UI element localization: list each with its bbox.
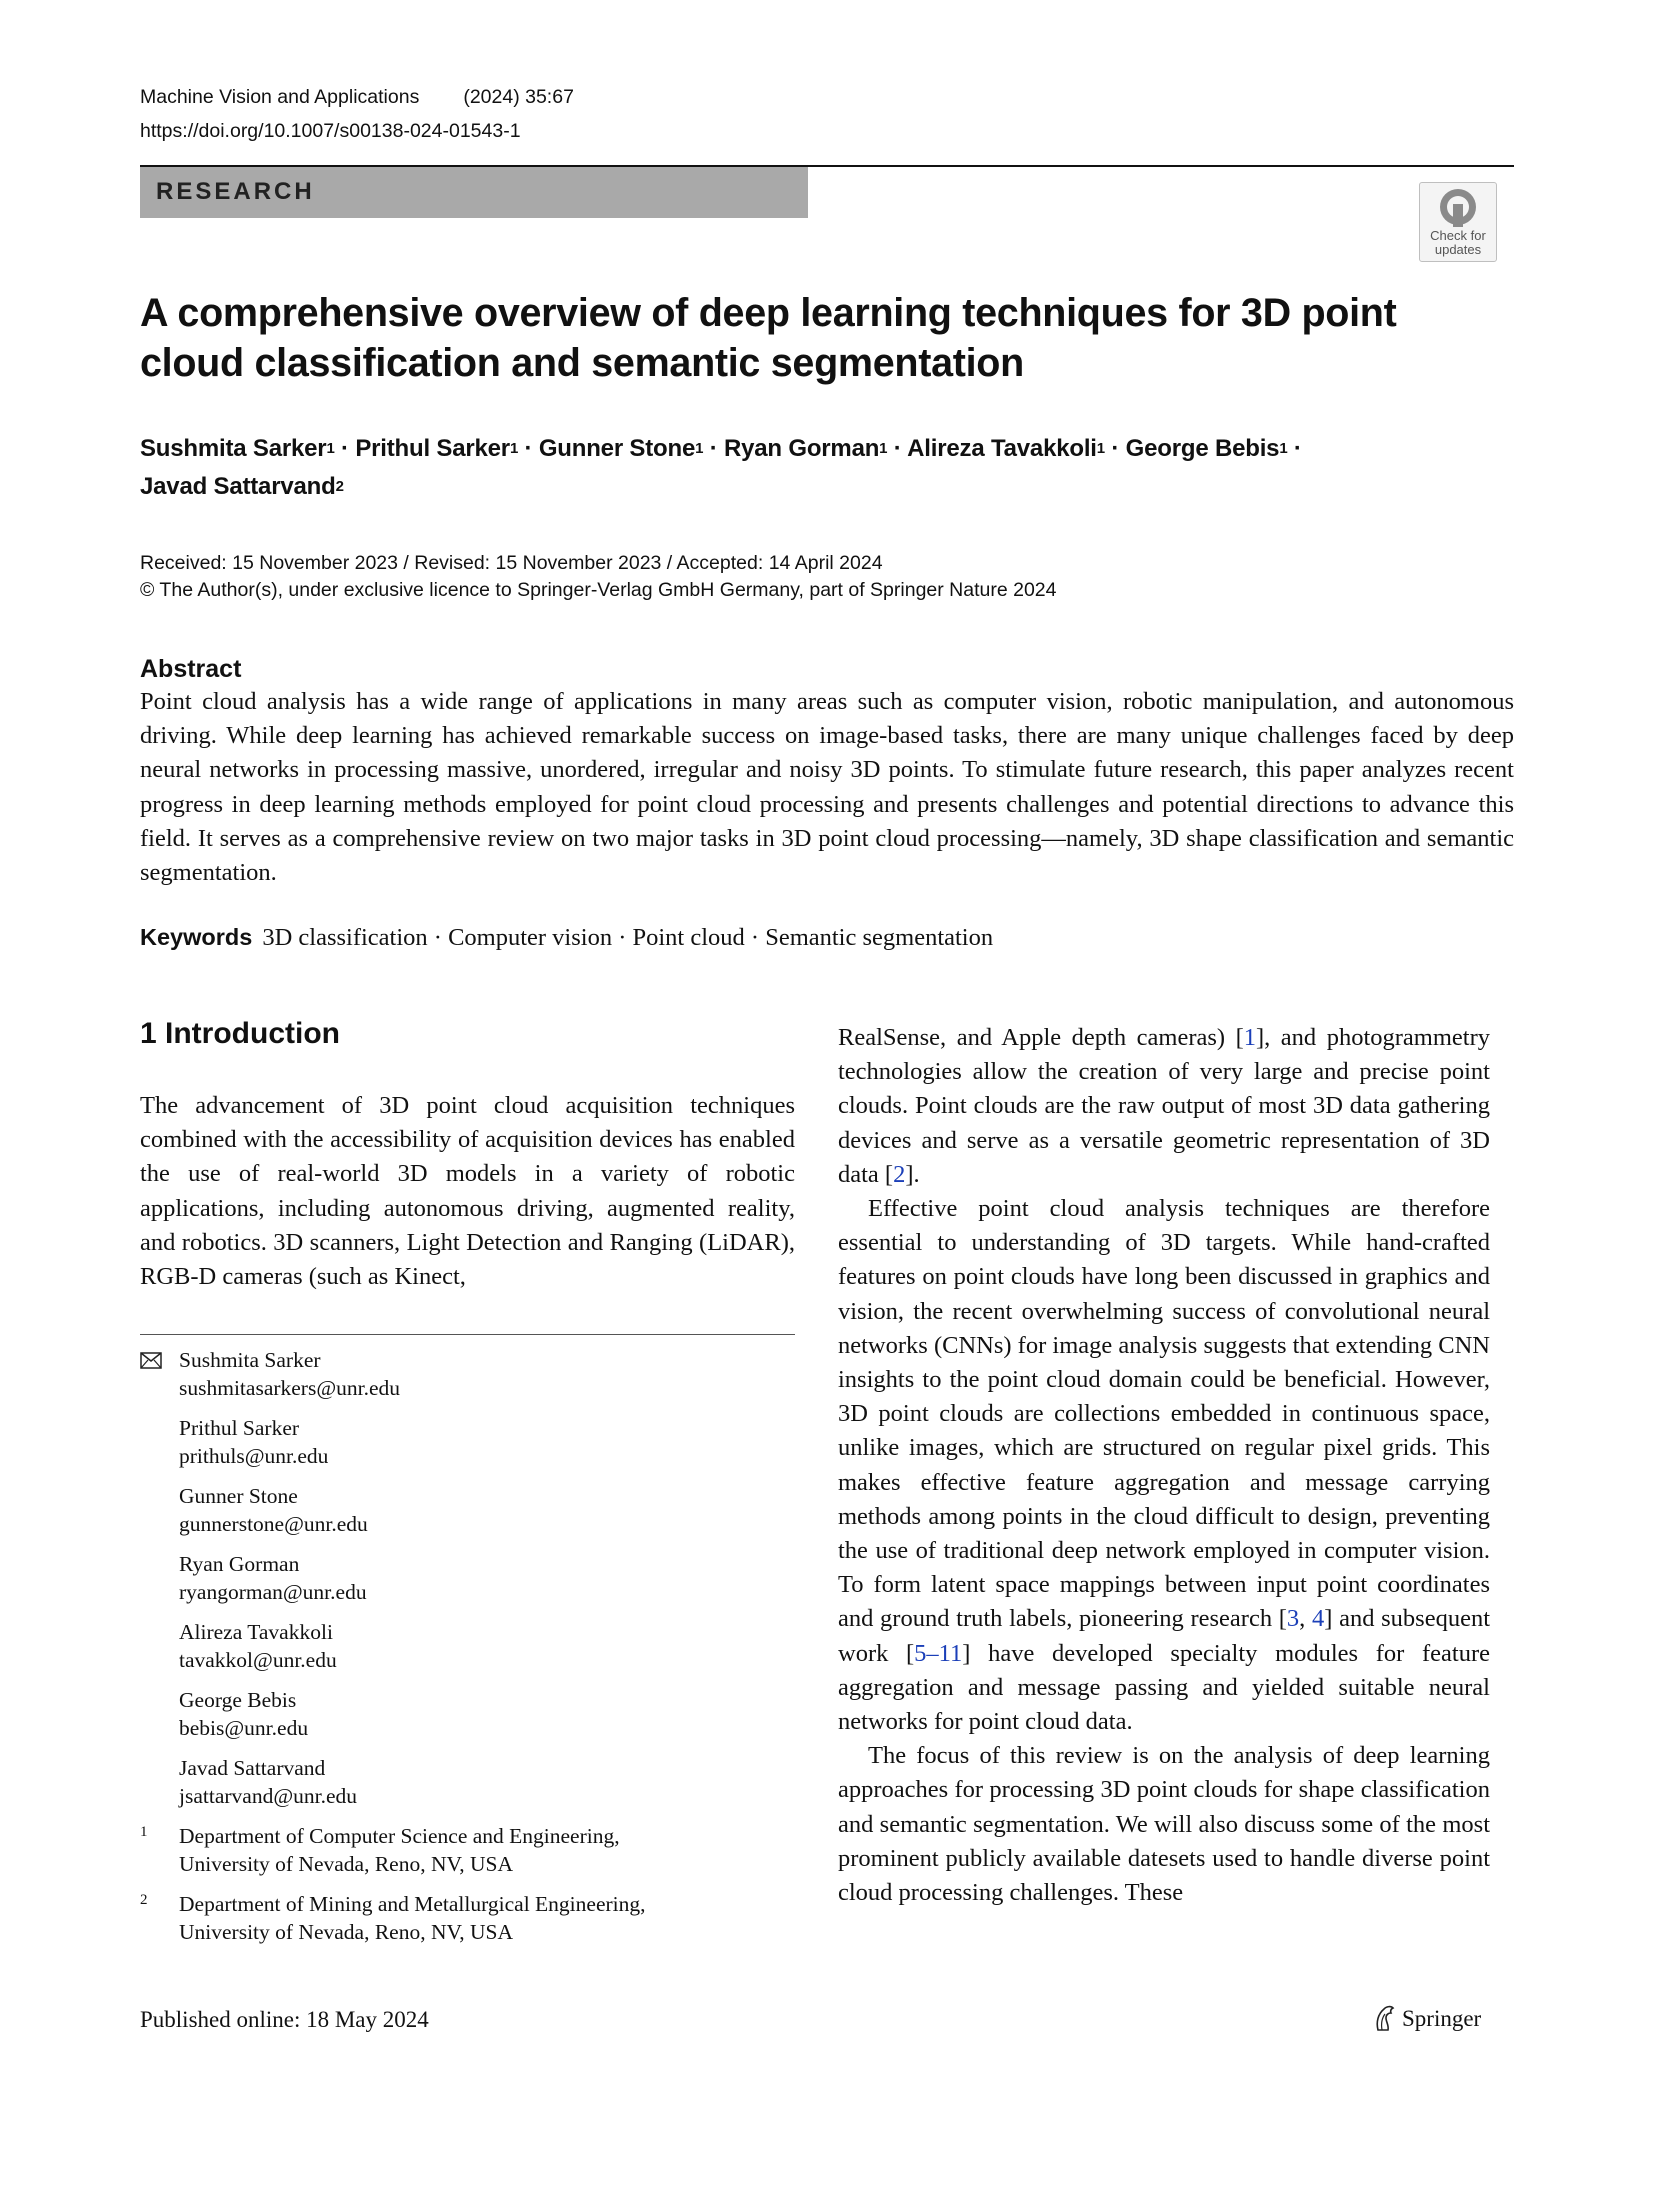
paragraph-text: ] and subsequent work [ (838, 1605, 1490, 1667)
paragraph-text: ] have developed specialty modules for feature aggregation and message passing and yielded suitable neural networks for point cloud data. (838, 1639, 1490, 1736)
affiliation-line: University of Nevada, Reno, NV, USA (179, 1919, 514, 1944)
citation-link[interactable]: 5–11 (914, 1639, 963, 1667)
author-name: Prithul Sarker (355, 435, 510, 462)
journal-name: Machine Vision and Applications (140, 86, 420, 108)
date-history: Received: 15 November 2023 / Revised: 15 November 2023 / Accepted: 14 April 2024 (140, 552, 883, 574)
body-paragraph (838, 1021, 1490, 1192)
affiliation-entry (140, 1891, 795, 1946)
journal-header (140, 88, 574, 108)
affiliation-entry (140, 1823, 795, 1878)
publisher-mark (1372, 2004, 1481, 2032)
citation-link[interactable]: 3 (1286, 1605, 1300, 1633)
contact-name: Ryan Gorman (179, 1552, 300, 1576)
doi-link[interactable]: https://doi.org/10.1007/s00138-024-01543-1 (140, 120, 521, 142)
check-for-updates-badge[interactable] (1419, 182, 1497, 262)
paragraph-text: Effective point cloud analysis techniques are therefore essential to understanding of 3D targets. While hand-crafted features on point clouds have long been discussed in graphics and vision, the recent overwhelming success of convolutional neural networks (CNNs) for image analysis suggests that extending CNN insights to the point cloud domain could be beneficial. However, 3D point clouds are collections embedded in continuous space, unlike images, which are structured on regular pixel grids. This makes effective feature aggregation and message carrying methods among points in the cloud difficult to design, preventing the use of traditional deep network employed in computer vision. To form latent space mappings between input point coordinates and ground truth labels, pioneering research [ (838, 1195, 1490, 1633)
contact-entry (140, 1687, 795, 1742)
article-dates (140, 550, 1057, 604)
check-updates-line1: Check for (1430, 228, 1486, 243)
abstract-heading: Abstract (140, 655, 242, 683)
author-name: Alireza Tavakkoli (907, 435, 1097, 462)
author-list: Sushmita Sarker$^1$ · Prithul Sarker$^1$ · Gunner Stone$^1$ · Ryan Gorman$^1$ · Alireza Tavakkoli$^1$ · George Bebis$^1$ · Javad Sattarvand$^2$ (140, 435, 1302, 500)
keywords (140, 924, 993, 952)
title-line: A comprehensive overview of deep learning techniques for 3D point (140, 291, 1397, 335)
contact-email[interactable]: jsattarvand@unr.edu (179, 1783, 358, 1808)
contact-email[interactable]: prithuls@unr.edu (179, 1443, 329, 1468)
journal-volume: (2024) 35:67 (463, 86, 574, 108)
citation-link[interactable]: 2 (893, 1160, 906, 1188)
body-paragraph: The advancement of 3D point cloud acquisition techniques combined with the accessibility of acquisition devices has enabled the use of real-world 3D models in a variety of robotic applications, including autonomous driving, augmented reality, and robotics. 3D scanners, Light Detection and Ranging (LiDAR), RGB-D cameras (such as Kinect, (140, 1092, 795, 1291)
affiliation-line: University of Nevada, Reno, NV, USA (179, 1851, 514, 1876)
copyright-line: © The Author(s), under exclusive licence to Springer-Verlag GmbH Germany, part of Springer Nature 2024 (140, 579, 1057, 601)
title-line: cloud classification and semantic segmentation (140, 341, 1024, 385)
affiliation-number: 2 (140, 1892, 148, 1908)
publisher-name: Springer (1402, 2006, 1482, 2031)
contact-name: Javad Sattarvand (179, 1756, 326, 1780)
contact-entry (140, 1415, 795, 1470)
contact-name: Gunner Stone (179, 1484, 298, 1508)
affiliation-number: 1 (140, 1824, 148, 1840)
left-column (140, 1089, 795, 1294)
contact-name: Sushmita Sarker (179, 1348, 321, 1372)
contact-name: Prithul Sarker (179, 1416, 300, 1440)
contact-entry (140, 1619, 795, 1674)
keywords-label: Keywords (140, 924, 253, 950)
envelope-icon (140, 1352, 162, 1369)
contact-email[interactable]: tavakkol@unr.edu (179, 1647, 337, 1672)
keywords-list: 3D classification · Computer vision · Point cloud · Semantic segmentation (262, 924, 994, 951)
section-heading-introduction: 1 Introduction (140, 1017, 340, 1050)
paragraph-text: RealSense, and Apple depth cameras) [ (838, 1024, 1244, 1051)
body-paragraph (838, 1192, 1490, 1739)
contact-entry (140, 1755, 795, 1810)
affiliation-marker: 2 (335, 478, 344, 495)
affiliation-marker: 1 (1279, 440, 1288, 457)
affiliation-line: Department of Computer Science and Engineering, (179, 1824, 620, 1848)
abstract-body: Point cloud analysis has a wide range of applications in many areas such as computer vision, robotic manipulation, and autonomous driving. While deep learning has achieved remarkable success on image-based tasks, there are many unique challenges faced by deep neural networks in processing massive, unordered, irregular and noisy 3D points. To stimulate future research, this paper analyzes recent progress in deep learning methods employed for point cloud processing and presents challenges and potential directions to advance this field. It serves as a comprehensive review on two major tasks in 3D point cloud processing—namely, 3D shape classification and semantic segmentation. (140, 688, 1514, 887)
contact-email[interactable]: sushmitasarkers@unr.edu (179, 1375, 401, 1400)
author-name: George Bebis (1125, 435, 1280, 462)
contact-entry (140, 1483, 795, 1538)
footnotes (140, 1347, 795, 1959)
citation-link[interactable]: 4 (1311, 1605, 1325, 1633)
contact-email[interactable]: ryangorman@unr.edu (179, 1579, 367, 1604)
contact-name: Alireza Tavakkoli (179, 1620, 333, 1644)
footnote-rule (140, 1334, 795, 1335)
section-label: RESEARCH (156, 178, 315, 205)
affiliation-marker: 1 (1096, 440, 1105, 457)
body-paragraph: The focus of this review is on the analysis of deep learning approaches for processing 3D point clouds for shape classification and semantic segmentation. We will also discuss some of the most prominent publicly available datesets used to handle diverse point cloud processing challenges. These (838, 1742, 1490, 1907)
springer-horse-icon (1372, 2004, 1398, 2032)
citation-link[interactable]: 1 (1243, 1024, 1256, 1051)
paragraph-text: ], and photogrammetry technologies allow the creation of very large and precise point clouds. Point clouds are the raw output of most 3D data gathering devices and serve as a versatile geometric representation of 3D data [ (838, 1024, 1490, 1188)
author-name: Gunner Stone (538, 435, 696, 462)
check-updates-icon (1438, 187, 1478, 227)
contact-email[interactable]: bebis@unr.edu (179, 1715, 309, 1740)
published-date: Published online: 18 May 2024 (140, 2007, 429, 2032)
check-updates-line2: updates (1434, 242, 1482, 257)
paper-title (140, 288, 1440, 388)
paragraph-text: ]. (905, 1160, 920, 1188)
affiliation-marker: 1 (879, 440, 888, 457)
affiliation-marker: 1 (326, 440, 335, 457)
affiliation-marker: 1 (509, 440, 519, 457)
affiliation-line: Department of Mining and Metallurgical Engineering, (179, 1892, 646, 1916)
contact-entry (140, 1551, 795, 1606)
author-name: Ryan Gorman (724, 435, 880, 462)
affiliation-marker: 1 (695, 440, 704, 457)
contact-name: George Bebis (179, 1688, 297, 1712)
right-column (838, 1021, 1490, 1910)
contact-email[interactable]: gunnerstone@unr.edu (179, 1511, 368, 1536)
paragraph-text: , (1299, 1605, 1312, 1633)
contact-entry (140, 1347, 795, 1402)
author-name: Sushmita Sarker (140, 435, 327, 462)
author-name: Javad Sattarvand (140, 473, 336, 500)
